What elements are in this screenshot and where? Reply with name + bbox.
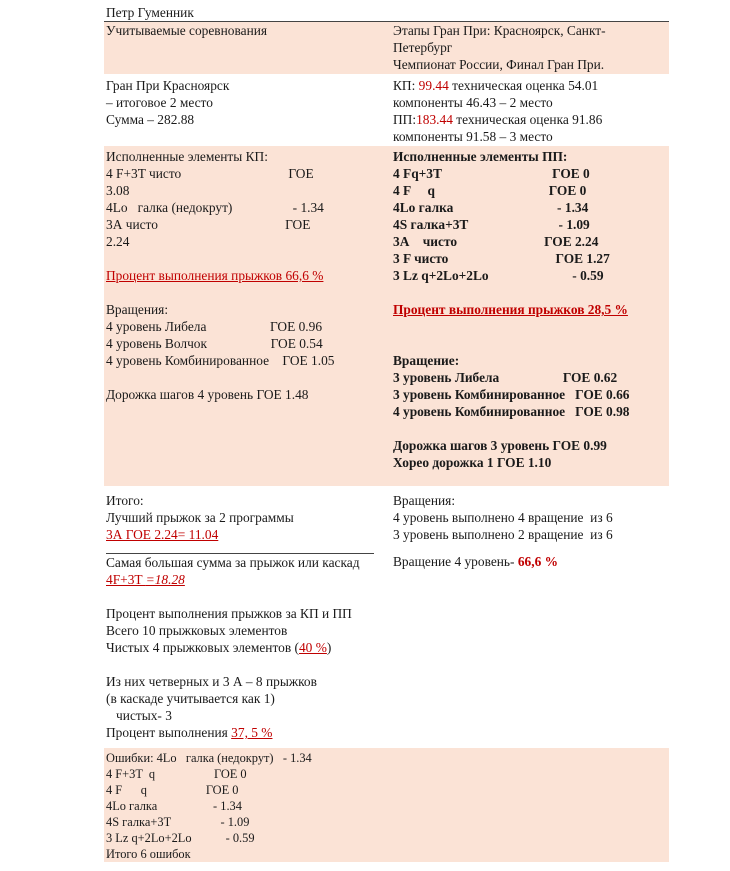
clean-jumps-label: Чистых 4 прыжковых элементов (	[106, 640, 299, 655]
result-line: Сумма – 282.88	[106, 112, 195, 127]
best-jump-value: 3А ГОЕ 2.24= 11.04	[106, 527, 219, 542]
short-program	[104, 148, 391, 486]
fs-spin: 4 уровень Комбинированное ГОЕ 0.98	[393, 404, 630, 419]
quads-line: чистых- 3	[106, 708, 172, 723]
totals	[104, 492, 391, 748]
sp-jump-percent: Процент выполнения прыжков 66,6 %	[106, 268, 324, 283]
level4-label: Вращение 4 уровень-	[393, 554, 518, 569]
quads-line: (в каскаде учитывается как 1)	[106, 691, 275, 706]
fs-jump: 3 F чисто ГОЕ 1.27	[393, 251, 610, 266]
clean-jumps-line	[106, 639, 389, 656]
error-line: 3 Lz q+2Lo+2Lo - 0.59	[106, 831, 255, 845]
sp-prefix: КП:	[393, 78, 419, 93]
fs-jump-percent: Процент выполнения прыжков 28,5 %	[393, 302, 628, 317]
free-program	[391, 148, 669, 486]
fs-jump: 4 Fq+3T ГОЕ 0	[393, 166, 590, 181]
sp-spins-heading: Вращения:	[106, 302, 169, 317]
spins-summary	[391, 492, 669, 748]
totals-heading: Итого:	[106, 493, 144, 508]
error-line: 4Lo галка - 1.34	[106, 799, 242, 813]
fs-prefix: ПП:	[393, 112, 417, 127]
spins-summary-line: 4 уровень выполнено 4 вращение из 6	[393, 510, 613, 525]
fs-jump: 4S галка+3T - 1.09	[393, 217, 590, 232]
level4-line	[393, 553, 667, 570]
sp-jump: 3А чисто ГОЕ	[106, 217, 311, 232]
quads-pct-line	[106, 724, 389, 741]
result-left	[104, 77, 391, 146]
errors	[104, 750, 391, 862]
sp-jump: 4Lo галка (недокрут) - 1.34	[106, 200, 324, 215]
fs-jump: 3А чисто ГОЕ 2.24	[393, 234, 599, 249]
competitions-line: Петербург	[393, 40, 453, 55]
skater-name: Петр Гуменник	[106, 5, 194, 20]
totals-row	[104, 486, 669, 748]
fs-rest: техническая оценка 91.86	[452, 112, 603, 127]
quads-pct-label: Процент выполнения	[106, 725, 232, 740]
sp-heading: Исполненные элементы КП:	[106, 149, 268, 164]
jump-pct-heading: Процент выполнения прыжков за КП и ПП	[106, 606, 352, 621]
max-sum-line	[106, 571, 389, 588]
fs-steps: Дорожка шагов 3 уровень ГОЕ 0.99	[393, 438, 607, 453]
best-jump-label: Лучший прыжок за 2 программы	[106, 510, 294, 525]
fs-jump: 3 Lz q+2Lo+2Lo - 0.59	[393, 268, 604, 283]
sp-spin: 4 уровень Либела ГОЕ 0.96	[106, 319, 323, 334]
result-right	[391, 77, 669, 146]
error-line: Ошибки: 4Lo галка (недокрут) - 1.34	[106, 751, 312, 765]
competitions-row	[104, 22, 669, 74]
max-sum-value: =18.28	[145, 572, 185, 587]
error-line: 4 F q ГОЕ 0	[106, 783, 239, 797]
clean-jumps-close: )	[326, 640, 332, 655]
sp-spin: 4 уровень Волчок ГОЕ 0.54	[106, 336, 323, 351]
quads-line: Из них четверных и 3 А – 8 прыжков	[106, 674, 317, 689]
max-sum-jump: 4F+3T	[106, 572, 146, 587]
sp-jump: 3.08	[106, 183, 130, 198]
competitions-list	[391, 22, 669, 74]
error-total: Итого 6 ошибок	[106, 847, 191, 861]
sp-spin: 4 уровень Комбинированное ГОЕ 1.05	[106, 353, 335, 368]
total-jumps: Всего 10 прыжковых элементов	[106, 623, 288, 638]
error-line: 4 F+3T q ГОЕ 0	[106, 767, 247, 781]
skater-report-table	[104, 4, 669, 862]
error-line: 4S галка+3T - 1.09	[106, 815, 250, 829]
result-row	[104, 74, 669, 146]
fs-choreo: Хорео дорожка 1 ГОЕ 1.10	[393, 455, 552, 470]
sp-score: 99.44	[418, 78, 449, 93]
sp-jump: 4 F+3T чисто ГОЕ	[106, 166, 314, 181]
fs-spins-heading: Вращение:	[393, 353, 460, 368]
level4-value: 66,6 %	[517, 554, 559, 569]
competitions-line: Этапы Гран При: Красноярск, Санкт-	[393, 23, 606, 38]
fs-components: компоненты 91.58 – 3 место	[393, 129, 553, 144]
max-sum-label: Самая большая сумма за прыжок или каскад	[106, 553, 374, 571]
clean-jumps-pct: 40 %	[298, 640, 327, 655]
sp-score-line	[393, 77, 667, 94]
errors-row	[104, 748, 669, 862]
elements-row	[104, 146, 669, 486]
fs-heading: Исполненные элементы ПП:	[393, 149, 568, 164]
fs-spin: 3 уровень Комбинированное ГОЕ 0.66	[393, 387, 630, 402]
spins-summary-heading: Вращения:	[393, 493, 456, 508]
fs-jump: 4 F q ГОЕ 0	[393, 183, 587, 198]
fs-score-line	[393, 111, 667, 128]
result-line: – итоговое 2 место	[106, 95, 213, 110]
sp-rest: техническая оценка 54.01	[448, 78, 599, 93]
sp-steps: Дорожка шагов 4 уровень ГОЕ 1.48	[106, 387, 309, 402]
sp-components: компоненты 46.43 – 2 место	[393, 95, 553, 110]
fs-score: 183.44	[416, 112, 453, 127]
sp-jump: 2.24	[106, 234, 130, 249]
fs-jump: 4Lo галка - 1.34	[393, 200, 589, 215]
title-row	[104, 4, 669, 22]
fs-spin: 3 уровень Либела ГОЕ 0.62	[393, 370, 618, 385]
competitions-line: Чемпионат России, Финал Гран При.	[393, 57, 605, 72]
result-line: Гран При Красноярск	[106, 78, 230, 93]
spins-summary-line: 3 уровень выполнено 2 вращение из 6	[393, 527, 613, 542]
competitions-label: Учитываемые соревнования	[106, 23, 268, 38]
quads-pct-value: 37, 5 %	[231, 725, 273, 740]
